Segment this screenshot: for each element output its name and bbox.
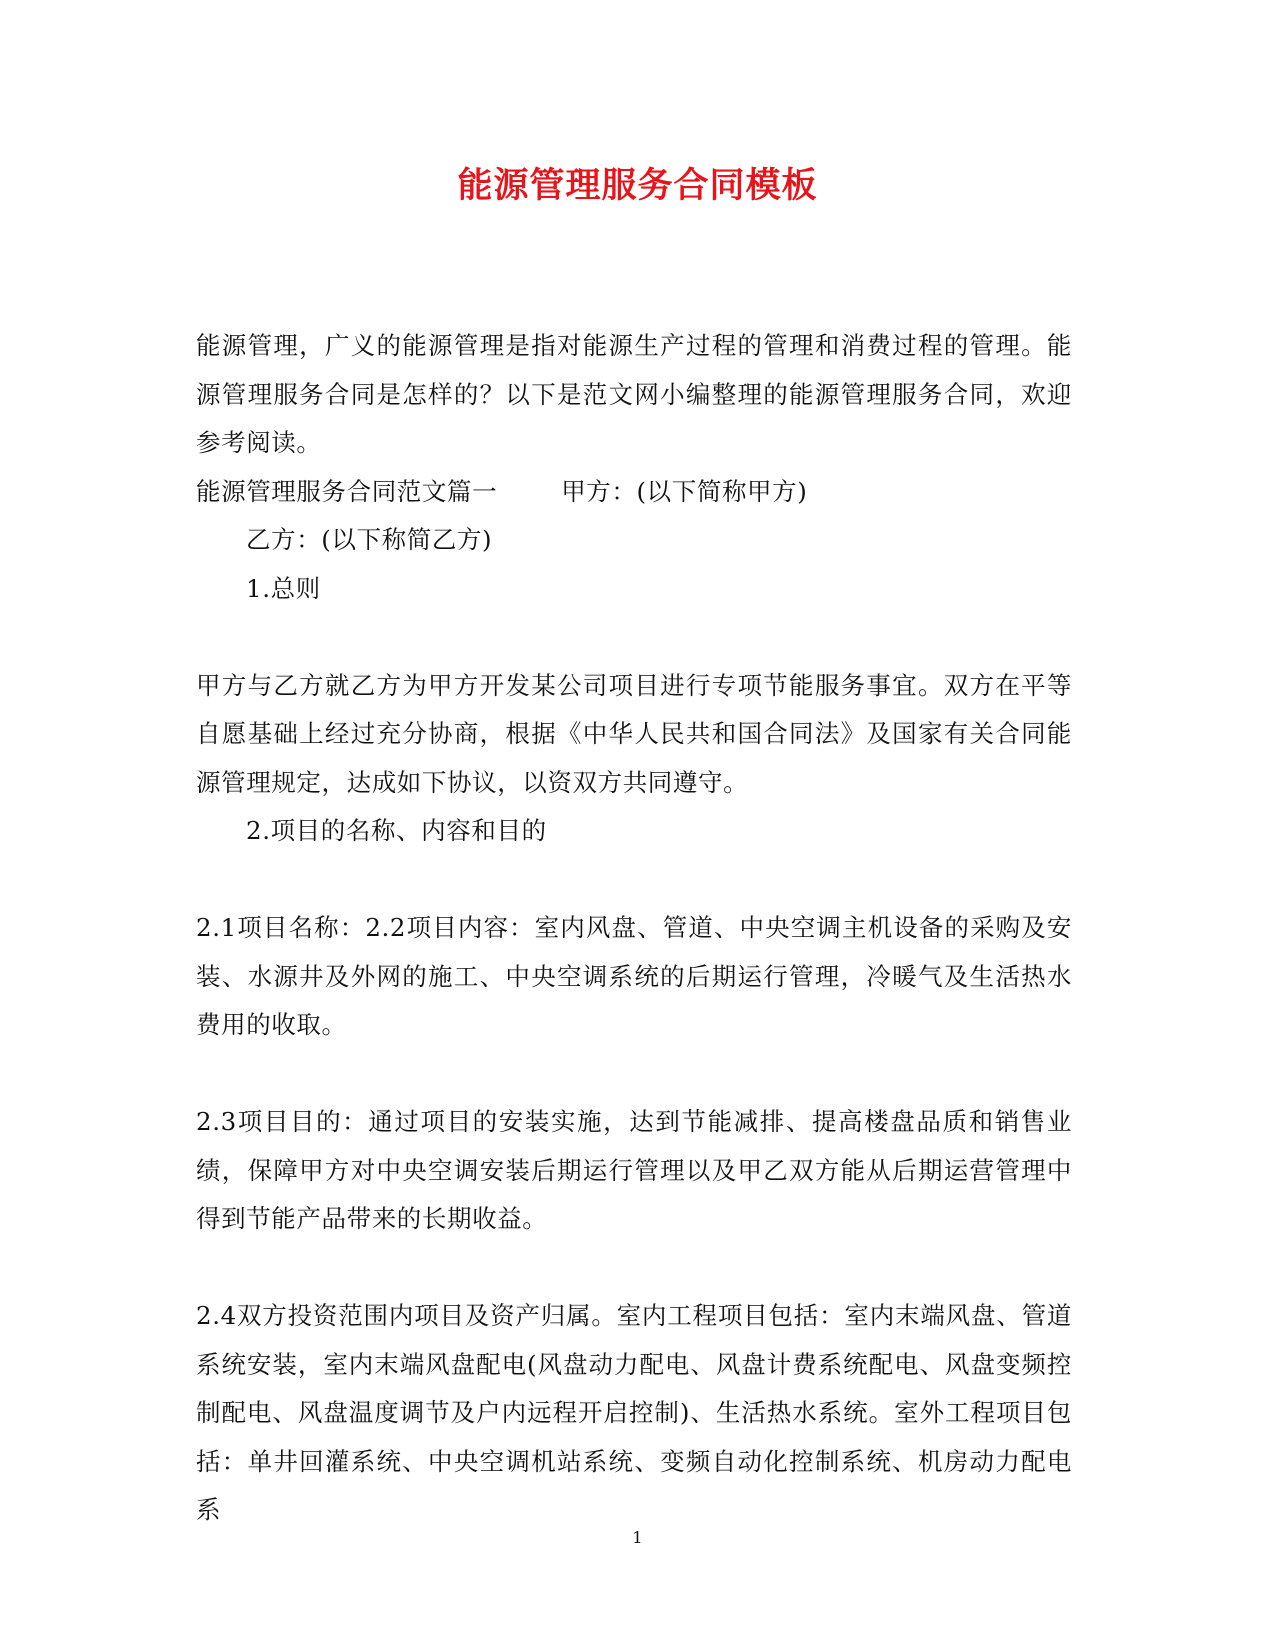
heading-line xyxy=(196,468,1072,517)
document-body xyxy=(196,322,1072,1535)
paragraph-gap xyxy=(196,1244,1072,1293)
paragraph-gap xyxy=(196,1050,1072,1099)
intro-paragraph: 能源管理，广义的能源管理是指对能源生产过程的管理和消费过程的管理。能源管理服务合同是怎样的？以下是范文网小编整理的能源管理服务合同，欢迎参考阅读。 xyxy=(196,331,1072,457)
page-number: 1 xyxy=(632,1528,643,1547)
section-2-3-paragraph: 2.3项目目的：通过项目的安装实施，达到节能减排、提高楼盘品质和销售业绩，保障甲方对中央空调安装后期运行管理以及甲乙双方能从后期运营管理中得到节能产品带来的长期收益。 xyxy=(196,1107,1072,1233)
section-2-1-paragraph: 2.1项目名称：2.2项目内容：室内风盘、管道、中央空调主机设备的采购及安装、水源井及外网的施工、中央空调系统的后期运行管理，冷暖气及生活热水费用的收取。 xyxy=(196,913,1072,1039)
section-2-4-paragraph: 2.4双方投资范围内项目及资产归属。室内工程项目包括：室内末端风盘、管道系统安装，室内末端风盘配电(风盘动力配电、风盘计费系统配电、风盘变频控制配电、风盘温度调节及户内远程开启控制)、生活热水系统。室外工程项目包括：单井回灌系统、中央空调机站系统、变频自动化控制系统、机房动力配电系 xyxy=(196,1301,1072,1524)
section-1-heading: 1.总则 xyxy=(246,573,321,603)
document-title: 能源管理服务合同模板 xyxy=(457,166,818,206)
party-b-label: 乙方：(以下称简乙方) xyxy=(246,525,493,554)
section-1-paragraph: 甲方与乙方就乙方为甲方开发某公司项目进行专项节能服务事宜。双方在平等自愿基础上经过充分协商，根据《中华人民共和国合同法》及国家有关合同能源管理规定，达成如下协议，以资双方共同遵守。 xyxy=(196,670,1072,797)
paragraph-gap xyxy=(196,613,1072,662)
section-2-heading: 2.项目的名称、内容和目的 xyxy=(246,816,547,845)
contract-heading: 能源管理服务合同范文篇一 xyxy=(196,476,498,506)
paragraph-gap xyxy=(196,856,1072,905)
party-a-label: 甲方：(以下简称甲方) xyxy=(561,476,808,506)
